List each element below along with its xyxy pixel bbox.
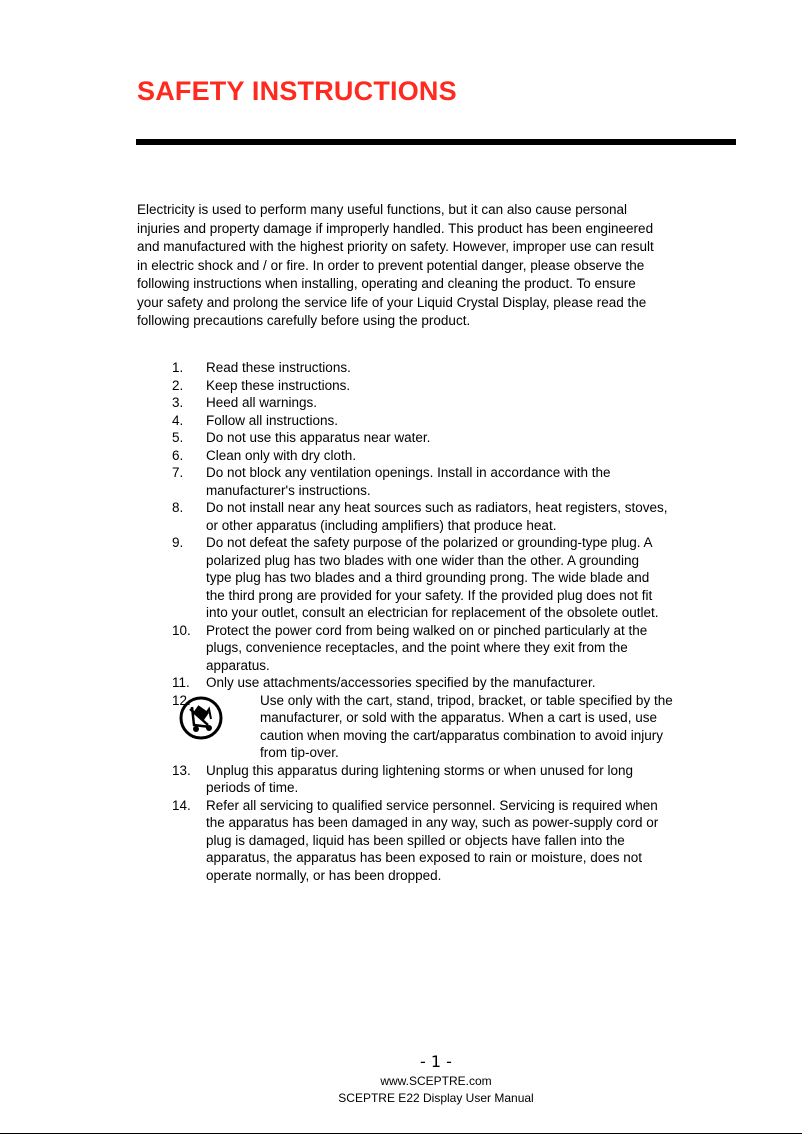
item-text: Do not defeat the safety purpose of the polarized or grounding-type plug. A bbox=[206, 535, 653, 550]
item-text: Do not install near any heat sources such as radiators, heat registers, stoves, bbox=[206, 500, 668, 515]
item-text: manufacturer's instructions. bbox=[206, 482, 371, 498]
item-number: 11. bbox=[172, 675, 190, 690]
list-item bbox=[172, 447, 737, 465]
page-title: SAFETY INSTRUCTIONS bbox=[137, 76, 457, 106]
item-number: 4. bbox=[172, 412, 184, 428]
item-text: into your outlet, consult an electrician for replacement of the obsolete outlet. bbox=[206, 605, 659, 620]
item-text: Keep these instructions. bbox=[206, 377, 351, 393]
item-text: Refer all servicing to qualified service personnel. Servicing is required when bbox=[206, 797, 658, 813]
intro-line: and manufactured with the highest priority on safety. However, improper use can result bbox=[137, 239, 654, 254]
list-item bbox=[172, 412, 737, 430]
item-text: type plug has two blades and a third grounding prong. The wide blade and bbox=[206, 570, 650, 585]
cart-tipover-warning-icon bbox=[178, 695, 224, 741]
item-text: caution when moving the cart/apparatus combination to avoid injury bbox=[260, 727, 663, 743]
item-number: 14. bbox=[172, 797, 191, 813]
list-item bbox=[172, 674, 737, 692]
item-number: 1. bbox=[172, 360, 184, 375]
bottom-divider bbox=[0, 1133, 802, 1134]
item-text: Clean only with dry cloth. bbox=[206, 447, 357, 463]
item-text: or other apparatus (including amplifiers) that produce heat. bbox=[206, 517, 557, 533]
item-text: Follow all instructions. bbox=[206, 412, 339, 428]
list-item bbox=[172, 797, 737, 885]
item-number: 8. bbox=[172, 500, 184, 515]
item-number: 3. bbox=[172, 395, 184, 410]
intro-line: your safety and prolong the service life of your Liquid Crystal Display, please read the bbox=[137, 294, 647, 310]
instructions-list bbox=[172, 359, 737, 884]
page-number: - 1 - bbox=[420, 1052, 452, 1071]
item-text: operate normally, or has been dropped. bbox=[206, 867, 442, 883]
list-item bbox=[172, 429, 737, 447]
item-text: Do not block any ventilation openings. Install in accordance with the bbox=[206, 465, 611, 480]
intro-line: following instructions when installing, operating and cleaning the product. To ensure bbox=[137, 276, 636, 291]
list-item bbox=[172, 499, 737, 534]
item-number: 7. bbox=[172, 465, 184, 480]
item-text: Do not use this apparatus near water. bbox=[206, 430, 431, 445]
list-item bbox=[172, 377, 737, 395]
item-text: Only use attachments/accessories specified by the manufacturer. bbox=[206, 675, 596, 690]
item-text: Read these instructions. bbox=[206, 360, 351, 375]
list-item bbox=[172, 464, 737, 499]
footer-manual-title: SCEPTRE E22 Display User Manual bbox=[338, 1091, 534, 1105]
item-text: Use only with the cart, stand, tripod, bracket, or table specified by the bbox=[260, 692, 673, 708]
item-text: apparatus, the apparatus has been exposed to rain or moisture, does not bbox=[206, 850, 643, 865]
list-item bbox=[172, 394, 737, 412]
list-item bbox=[172, 359, 737, 377]
item-number: 6. bbox=[172, 447, 184, 463]
intro-paragraph bbox=[137, 201, 737, 331]
intro-line: injuries and property damage if improperly handled. This product has been engineered bbox=[137, 220, 654, 236]
cart-warning-text bbox=[206, 692, 737, 762]
item-number: 13. bbox=[172, 762, 191, 778]
item-text: Heed all warnings. bbox=[206, 395, 318, 410]
item-text: plugs, convenience receptacles, and the point where they exit from the bbox=[206, 640, 628, 655]
list-item bbox=[172, 622, 737, 675]
item-text: from tip-over. bbox=[260, 745, 339, 760]
item-number: 12. bbox=[172, 692, 191, 708]
item-text: apparatus. bbox=[206, 657, 270, 673]
item-number: 10. bbox=[172, 622, 191, 638]
item-text: the third prong are provided for your safety. If the provided plug does not fit bbox=[206, 587, 653, 603]
list-item bbox=[172, 692, 737, 762]
intro-line: in electric shock and / or fire. In order to prevent potential danger, please observe the bbox=[137, 257, 645, 273]
item-text: manufacturer, or sold with the apparatus. When a cart is used, use bbox=[260, 710, 657, 725]
footer-website: www.SCEPTRE.com bbox=[380, 1074, 492, 1088]
item-text: polarized plug has two blades with one wider than the other. A grounding bbox=[206, 552, 640, 568]
item-text: the apparatus has been damaged in any way, such as power-supply cord or bbox=[206, 815, 659, 830]
intro-line: following precautions carefully before using the product. bbox=[137, 313, 471, 328]
item-text: plug is damaged, liquid has been spilled or objects have fallen into the bbox=[206, 832, 625, 848]
title-divider bbox=[136, 139, 736, 145]
item-text: periods of time. bbox=[206, 780, 299, 795]
item-text: Unplug this apparatus during lightening storms or when unused for long bbox=[206, 762, 634, 778]
item-number: 2. bbox=[172, 377, 184, 393]
intro-line: Electricity is used to perform many useful functions, but it can also cause personal bbox=[137, 202, 627, 217]
list-item bbox=[172, 762, 737, 797]
item-number: 5. bbox=[172, 430, 184, 445]
item-number: 9. bbox=[172, 535, 184, 550]
item-text: Protect the power cord from being walked on or pinched particularly at the bbox=[206, 622, 648, 638]
list-item bbox=[172, 534, 737, 622]
